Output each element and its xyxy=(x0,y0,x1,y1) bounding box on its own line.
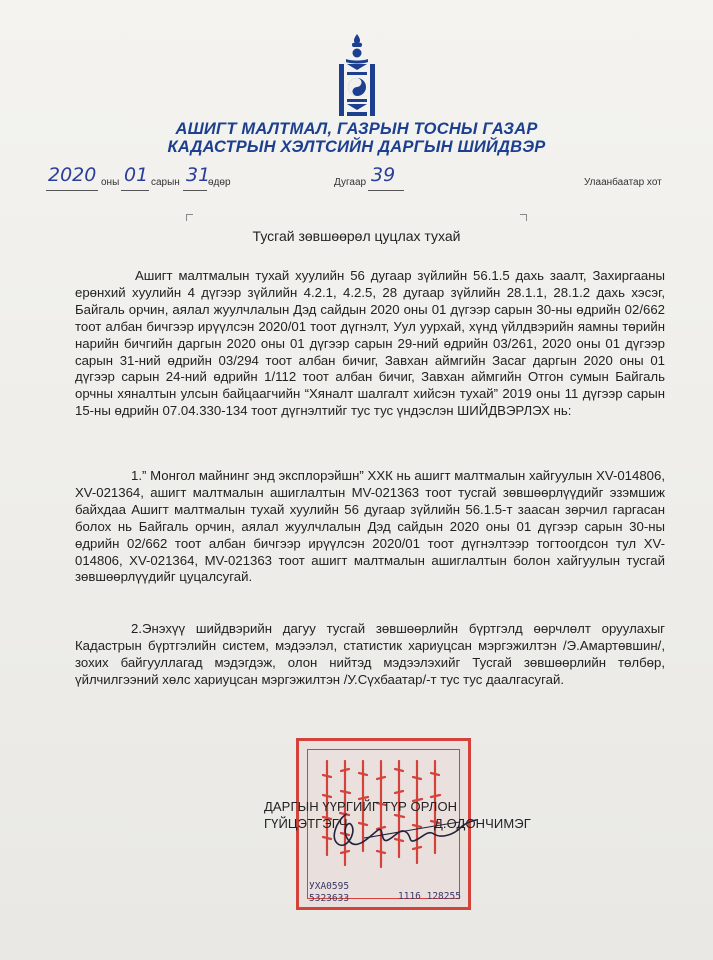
year-underline xyxy=(46,190,98,191)
day-underline xyxy=(183,190,207,191)
month-suffix: сарын xyxy=(151,177,180,188)
stamp-code-2: 5323633 xyxy=(309,893,350,904)
month-underline xyxy=(121,190,149,191)
signer-name: Д.ОДОНЧИМЭГ xyxy=(434,816,531,831)
subject-corner-tl xyxy=(186,214,193,221)
handwritten-number: 39 xyxy=(371,164,396,186)
stamp-code-3: 1116 128255 xyxy=(398,891,461,902)
handwritten-signature-icon xyxy=(300,808,510,858)
signer-title-line2: ГҮЙЦЭТГЭГЧ xyxy=(264,816,348,831)
organization-name: АШИГТ МАЛТМАЛ, ГАЗРЫН ТОСНЫ ГАЗАР xyxy=(175,120,538,138)
document-type-title: КАДАСТРЫН ХЭЛТСИЙН ДАРГЫН ШИЙДВЭР xyxy=(167,138,546,156)
number-underline xyxy=(368,190,404,191)
year-suffix: оны xyxy=(101,177,120,188)
signer-title-line1: ДАРГЫН ҮҮРГИЙГ ТҮР ОРЛОН xyxy=(264,799,458,814)
stamp-code-1: УХА0595 xyxy=(309,881,350,892)
decision-item-1: 1.” Монгол майнинг энд эксплорэйшн” ХХК нь ашигт малтмалын хайгуулын XV-014806, XV-021364, ашигт малтмалын ашиглалтын MV-021363 тоот тусгай зөвшөөрлүүдийг эзэмшиж байхдаа Ашигт малтмалын тухай хуулийн 56 дугаар зүйлийн 56.1.5-т заасан зөрчил гаргасан болох нь Байгаль орчин, аялал жуулчлалын Дэд сайдын 2020 оны 01 дүгээр сарын 30-ны өдрийн 02/662 тоот албан бичгээр ирүүлсэн 2020/01 тоот дүгнэлтээр тогтоогдсон тул XV-014806, XV-021364, MV-021363 тоот ашигт малтмалын ашиглалтын болон хайгуулын тусгай зөвшөөрлүүдийг цуцалсугай. xyxy=(75,468,665,585)
handwritten-month: 01 xyxy=(124,164,149,186)
soyombo-emblem-icon xyxy=(334,32,380,120)
decision-item-2: 2.Энэхүү шийдвэрийн дагуу тусгай зөвшөөрлийн бүртгэлд өөрчлөлт оруулахыг Кадастрын бүртгэлийн систем, мэдээлэл, статистик хариуцсан мэргэжилтэн /Э.Амартөвшин/, зохих байгууллагад мэдэгдэж, олон нийтэд мэдээлэхийг Тусгай зөвшөөрлийн төлбөр, үйлчилгээний хөлс хариуцсан мэргэжилтэн /У.Сүхбаатар/-т тус тус даалгасугай. xyxy=(75,621,665,687)
day-suffix: өдөр xyxy=(208,177,231,188)
preamble-paragraph: Ашигт малтмалын тухай хуулийн 56 дугаар зүйлийн 56.1.5 дахь заалт, Захиргааны ерөнхий хуулийн 4 дүгээр зүйлийн 4.2.1, 4.2.5, 28 дугаар зүйлийн 28.1.1, 28.1.2 дахь хэсэг, Байгаль орчин, аялал жуулчлалын Дэд сайдын 2020 оны 01 дүгээр сарын 30-ны өдрийн 02/662 тоот албан бичгээр ирүүлсэн 2020/01 тоот дүгнэлт, Уул уурхай, хүнд үйлдвэрийн яамны төрийн нарийн бичгийн даргын 2020 оны 01 дүгээр сарын 29-ний өдрийн 03/261, 2020 оны 01 дүгээр сарын 31-ний өдрийн 03/294 тоот албан бичиг, Завхан аймгийн Засаг даргын 2020 оны 01 дүгээр сарын 24-ний өдрийн 1/112 тоот албан бичиг, Завхан аймгийн Отгон сумын Байгаль орчны хяналтын улсын байцаагчийн “Хяналт шалгалт хийсэн тухай” 2019 оны 11 дүгээр сарын 15-ны өдрийн 07.04.330-134 тоот дүгнэлтийг тус тус үндэслэн ШИЙДВЭРЛЭХ нь: xyxy=(75,268,665,419)
handwritten-day: 31 xyxy=(186,164,211,186)
document-subject: Тусгай зөвшөөрөл цуцлах тухай xyxy=(252,228,461,244)
handwritten-year: 2020 xyxy=(48,164,97,186)
subject-corner-tr xyxy=(520,214,527,221)
date-number-row xyxy=(0,166,713,190)
city-label: Улаанбаатар хот xyxy=(584,177,662,188)
number-label: Дугаар xyxy=(334,177,367,188)
